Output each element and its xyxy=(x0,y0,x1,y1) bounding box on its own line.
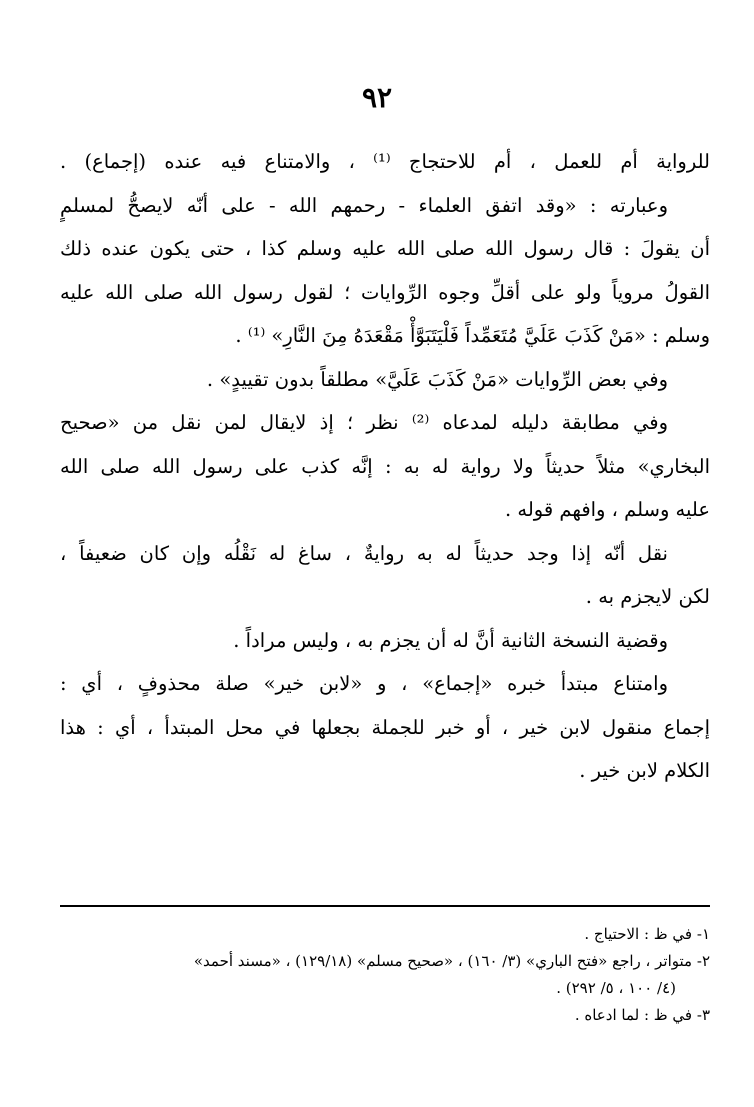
body-line-15: الكلام لابن خير . xyxy=(579,759,710,782)
footnote-2-continued: (٤/ ١٠٠ ، ٥/ ٢٩٢) . xyxy=(556,979,676,997)
body-line-4: القولُ مروياً ولو على أقلِّ وجوه الرِّوايات ؛ لقول رسول الله صلى الله عليه xyxy=(60,280,710,304)
body-text xyxy=(60,140,710,793)
body-line-1: للرواية أم للعمل ، أم للاحتجاج ⁽¹⁾ ، والامتناع فيه عنده (إجماع) . xyxy=(60,150,710,173)
footnotes xyxy=(60,905,710,1029)
body-line-3: أن يقولَ : قال رسول الله صلى الله عليه وسلم كذا ، حتى يكون عنده ذلك xyxy=(60,237,710,260)
footnote-2: ٢- متواتر ، راجع «فتح الباري» (٣/ ١٦٠) ، «صحيح مسلم» (١٢٩/١٨) ، «مسند أحمد» xyxy=(193,952,710,970)
footnote-1: ١- في ظ : الاحتياج . xyxy=(584,925,710,943)
body-line-13: وامتناع مبتدأ خبره «إجماع» ، و «لابن خير» صلة محذوفٍ ، أي : xyxy=(60,672,668,695)
body-line-9: عليه وسلم ، وافهم قوله . xyxy=(504,498,710,521)
body-line-5: وسلم : «مَنْ كَذَبَ عَلَيَّ مُتَعَمِّداً فَلْيَتَبَوَّأْ مَقْعَدَهُ مِنَ النَّارِ» ⁽¹⁾ . xyxy=(235,324,710,347)
body-line-7: وفي مطابقة دليله لمدعاه ⁽²⁾ نظر ؛ إذ لايقال لمن نقل من «صحيح xyxy=(60,411,668,434)
page-number: ٩٢ xyxy=(361,81,393,114)
body-line-14: إجماع منقول لابن خير ، أو خبر للجملة بجعلها في محل المبتدأ ، أي : هذا xyxy=(60,715,710,739)
footnote-divider xyxy=(60,905,710,907)
body-line-8: البخاري» مثلاً حديثاً ولا رواية له به : إنَّه كذب على رسول الله صلى الله xyxy=(60,454,710,478)
body-line-12: وقضية النسخة الثانية أنَّ له أن يجزم به ، وليس مراداً . xyxy=(233,628,668,652)
footnote-3: ٣- في ظ : لما ادعاه . xyxy=(574,1006,710,1024)
body-line-2: وعبارته : «وقد اتفق العلماء - رحمهم الله - على أنّه لايصحُّ لمسلمٍ xyxy=(60,193,668,217)
body-line-6: وفي بعض الرِّوايات «مَنْ كَذَبَ عَلَيَّ» مطلقاً بدون تقييدٍ» . xyxy=(206,367,668,391)
body-line-10: نقل أنّه إذا وجد حديثاً له به روايةٌ ، ساغ له نَقْلُه وإن كان ضعيفاً ، xyxy=(60,541,668,565)
body-line-11: لكن لايجزم به . xyxy=(585,585,710,608)
